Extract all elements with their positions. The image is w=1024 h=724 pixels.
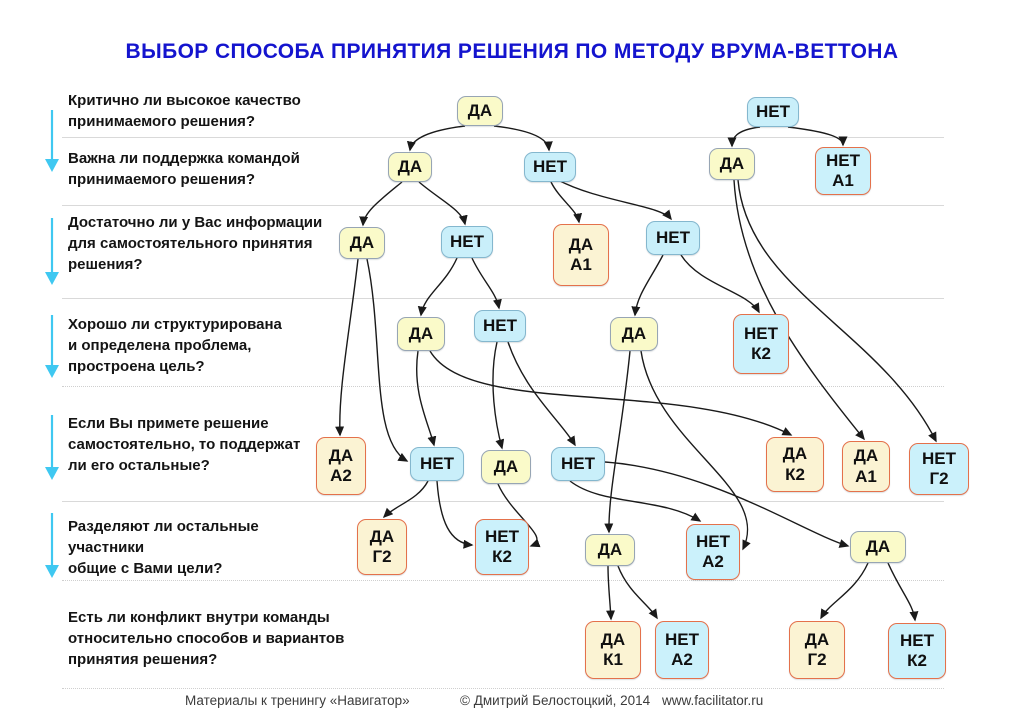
question-line: Достаточно ли у Вас информации [68,214,323,231]
question-line: принятия решения? [68,651,218,668]
decision-edge [738,180,936,441]
node-answer-label: НЕТ [696,531,730,551]
decision-edge [788,127,843,145]
question-line: относительно способов и вариантов [68,630,345,647]
node-r4-net1 [474,310,526,342]
node-r3-daa1 [553,224,609,286]
question-line: простроена цель? [68,358,205,375]
footer-copyright: © Дмитрий Белостоцкий, 2014 [460,693,651,708]
node-answer-label: ДА [397,156,423,176]
question-line: самостоятельно, то поддержат [68,436,301,453]
node-style-code: А2 [330,466,352,485]
question-line: для самостоятельного принятия [68,235,313,252]
node-style-code: К2 [751,344,771,363]
node-answer-label: НЕТ [656,227,690,247]
decision-edge [570,481,700,521]
node-answer-label: ДА [600,629,626,649]
node-r3-net1 [441,226,493,258]
node-answer-label: ДА [853,446,879,466]
decision-edge [821,563,868,618]
node-r7-neta2 [655,621,709,679]
question-q1 [68,90,368,132]
node-answer-label: ДА [493,456,519,476]
footer-site-link: www.facilitator.ru [662,693,764,708]
down-arrow-icon [45,467,59,480]
node-r6-netk2 [475,519,529,575]
question-line: Есть ли конфликт внутри команды [68,609,330,626]
node-answer-label: НЕТ [744,323,778,343]
node-answer-label: НЕТ [561,453,595,473]
node-answer-label: ДА [804,629,830,649]
node-r6-dag2 [357,519,407,575]
node-answer-label: НЕТ [483,315,517,335]
decision-edge [888,563,915,620]
question-line: принимаемого решения? [68,171,256,188]
question-q4 [68,314,368,377]
node-style-code: Г2 [807,650,827,669]
node-answer-label: ДА [597,539,623,559]
node-style-code: К2 [492,547,512,566]
question-q2 [68,148,368,190]
node-r7-dak1 [585,621,641,679]
node-style-code: А2 [671,650,693,669]
node-answer-label: ДА [467,100,493,120]
node-r5-daa1 [842,441,890,492]
footer-materials: Материалы к тренингу «Навигатор» [185,693,410,708]
decision-edge [384,481,428,517]
node-r1-net [747,97,799,127]
question-q7 [68,607,368,670]
question-line: Если Вы примете решение [68,415,269,432]
node-style-code: А2 [702,552,724,571]
decision-edge [363,182,402,225]
node-r2-da1 [388,152,432,182]
node-answer-label: НЕТ [922,448,956,468]
node-answer-label: ДА [865,536,891,556]
node-style-code: Г2 [929,469,949,488]
node-answer-label: ДА [369,526,395,546]
decision-edge [421,258,457,315]
decision-edge [472,258,499,308]
node-r1-da [457,96,503,126]
node-r6-da2 [850,531,906,563]
node-style-code: Г2 [372,547,392,566]
decision-edge [367,259,407,461]
page-title: ВЫБОР СПОСОБА ПРИНЯТИЯ РЕШЕНИЯ ПО МЕТОДУ ВРУМА-ВЕТТОНА [125,40,899,63]
node-r6-neta2 [686,524,740,580]
question-line: и определена проблема, [68,337,252,354]
node-answer-label: НЕТ [485,526,519,546]
node-style-code: К2 [785,464,805,484]
node-answer-label: НЕТ [420,453,454,473]
node-r4-da1 [397,317,445,351]
node-style-code: К2 [907,651,927,670]
node-r3-net2 [646,221,700,255]
node-answer-label: НЕТ [756,101,790,121]
node-style-code: К1 [603,650,623,669]
question-line: Важна ли поддержка командой [68,150,300,167]
down-arrow-icon [45,272,59,285]
node-style-code: А1 [855,466,877,486]
node-r2-da2 [709,148,755,180]
decision-edge [437,481,472,545]
node-answer-label: ДА [719,153,745,173]
down-arrow-icon [45,159,59,172]
decision-edge [609,351,630,532]
question-line: ли его остальные? [68,457,210,474]
node-answer-label: ДА [782,444,808,464]
decision-edge [641,351,748,549]
question-line: Хорошо ли структурирована [68,316,282,333]
node-style-code: А1 [832,171,854,190]
decision-edge [493,342,502,448]
decision-edge [732,127,760,146]
node-r5-netg2 [909,443,969,495]
down-arrow-icon [45,565,59,578]
node-answer-label: НЕТ [533,156,567,176]
node-answer-label: НЕТ [665,629,699,649]
node-r6-da1 [585,534,635,566]
decision-edge [419,182,465,224]
node-style-code: А1 [570,255,592,274]
node-r4-netk2 [733,314,789,374]
question-line: Разделяют ли остальные [68,518,259,535]
question-q6 [68,516,368,579]
decision-edge [618,566,657,618]
node-answer-label: НЕТ [826,150,860,170]
node-r5-daa2 [316,437,366,495]
decision-edge [734,180,864,439]
node-answer-label: ДА [408,323,434,343]
node-r7-dag2 [789,621,845,679]
question-line: Критично ли высокое качество [68,92,301,109]
node-r5-net1 [410,447,464,481]
node-r5-net2 [551,447,605,481]
node-answer-label: ДА [568,234,594,254]
node-r2-net1 [524,152,576,182]
question-line: общие с Вами цели? [68,560,223,577]
question-line: решения? [68,256,143,273]
decision-edge [635,255,663,315]
node-r5-da1 [481,450,531,484]
decision-edge [681,255,759,312]
decision-edge [417,351,434,445]
question-line: участники [68,539,145,556]
node-answer-label: ДА [349,232,375,252]
node-answer-label: НЕТ [450,231,484,251]
down-arrow-icon [45,365,59,378]
decision-edge [494,126,549,150]
node-r4-da2 [610,317,658,351]
question-q3 [68,212,368,275]
decision-edge [608,566,611,619]
node-r2-neta1 [815,147,871,195]
question-line: принимаемого решения? [68,113,256,130]
decision-edge [410,126,465,150]
node-r7-netk2 [888,623,946,679]
node-r5-dak2 [766,437,824,492]
node-answer-label: НЕТ [900,630,934,650]
node-answer-label: ДА [328,445,354,465]
node-answer-label: ДА [621,323,647,343]
node-r3-da [339,227,385,259]
